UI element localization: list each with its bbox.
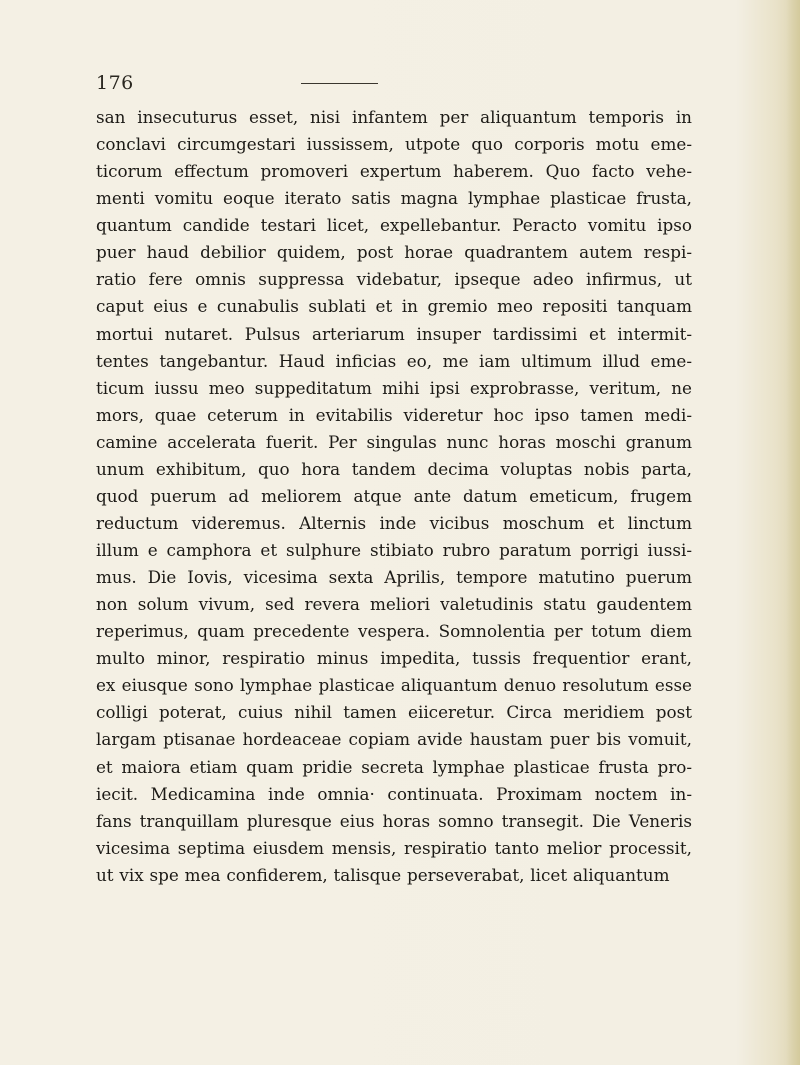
text-line: reperimus, quam precedente vespera. Somnolentia per totum diem bbox=[96, 621, 692, 642]
text-line: quantum candide testari licet, expellebantur. Peracto vomitu ipso bbox=[96, 215, 692, 236]
text-line: mors, quae ceterum in evitabilis videretur hoc ipso tamen medi- bbox=[96, 404, 692, 425]
text-line: unum exhibitum, quo hora tandem decima voluptas nobis parta, bbox=[96, 458, 692, 479]
page-number: 176 bbox=[96, 72, 134, 94]
text-line: ex eiusque sono lymphae plasticae aliquantum denuo resolutum esse bbox=[96, 675, 692, 696]
text-line: quod puerum ad meliorem atque ante datum emeticum, frugem bbox=[96, 485, 692, 506]
text-line: colligi poterat, cuius nihil tamen eiiceretur. Circa meridiem post bbox=[96, 702, 692, 723]
text-line: reductum videremus. Alternis inde vicibus moschum et linctum bbox=[96, 512, 692, 533]
text-line: multo minor, respiratio minus impedita, tussis frequentior erant, bbox=[96, 648, 692, 669]
text-line: camine accelerata fuerit. Per singulas nunc horas moschi granum bbox=[96, 431, 692, 452]
text-line: mortui nutaret. Pulsus arteriarum insuper tardissimi et intermit- bbox=[96, 323, 692, 344]
text-line: menti vomitu eoque iterato satis magna lymphae plasticae frusta, bbox=[96, 188, 692, 209]
text-line: fans tranquillam pluresque eius horas somno transegit. Die Veneris bbox=[96, 810, 692, 831]
text-line: san insecuturus esset, nisi infantem per aliquantum temporis in bbox=[96, 107, 692, 127]
text-line: ratio fere omnis suppressa videbatur, ipseque adeo infirmus, ut bbox=[96, 269, 692, 290]
text-line: ticum iussu meo suppeditatum mihi ipsi exprobrasse, veritum, ne bbox=[96, 377, 692, 398]
text-line: conclavi circumgestari iussissem, utpote quo corporis motu eme- bbox=[96, 134, 692, 155]
text-line: illum e camphora et sulphure stibiato rubro paratum porrigi iussi- bbox=[96, 540, 692, 560]
text-line: non solum vivum, sed revera meliori valetudinis statu gaudentem bbox=[96, 594, 692, 615]
text-line: mus. Die Iovis, vicesima sexta Aprilis, tempore matutino puerum bbox=[96, 567, 692, 588]
header-rule bbox=[301, 83, 378, 84]
text-line: et maiora etiam quam pridie secreta lymphae plasticae frusta pro- bbox=[96, 756, 692, 777]
text-line: puer haud debilior quidem, post horae quadrantem autem respi- bbox=[96, 242, 692, 263]
text-line: vicesima septima eiusdem mensis, respiratio tanto melior processit, bbox=[96, 837, 692, 858]
text-line: largam ptisanae hordeaceae copiam avide haustam puer bis vomuit, bbox=[96, 729, 692, 750]
text-line: caput eius e cunabulis sublati et in gremio meo repositi tanquam bbox=[96, 296, 692, 317]
text-line: iecit. Medicamina inde omnia· continuata. Proximam noctem in- bbox=[96, 783, 692, 804]
body-text bbox=[96, 104, 692, 889]
text-line: tentes tangebantur. Haud inficias eo, me iam ultimum illud eme- bbox=[96, 350, 692, 371]
text-line: ut vix spe mea confiderem, talisque perseverabat, licet aliquantum bbox=[96, 864, 670, 885]
page-edge-shadow bbox=[786, 0, 800, 1065]
text-line: ticorum effectum promoveri expertum haberem. Quo facto vehe- bbox=[96, 161, 692, 182]
